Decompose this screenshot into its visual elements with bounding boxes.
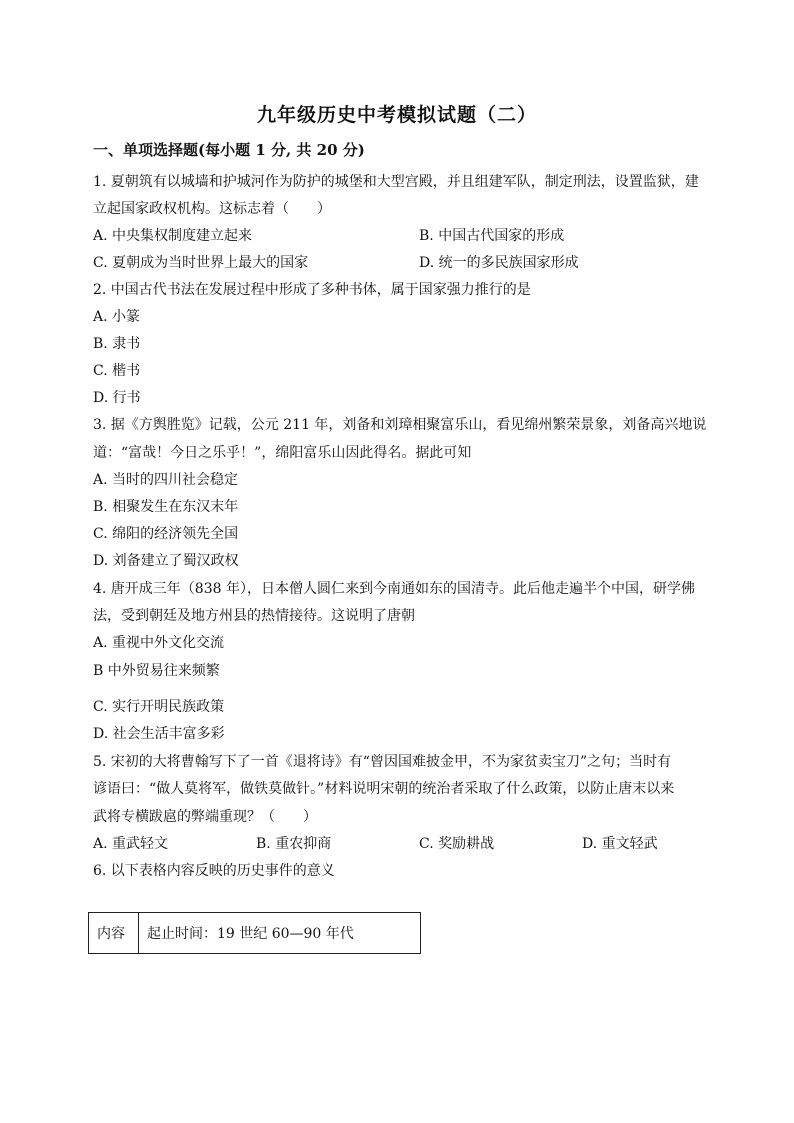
q1-option-c: C. 夏朝成为当时世界上最大的国家: [93, 255, 309, 271]
question-4-text-cont: 法，受到朝廷及地方州县的热情接待。这说明了唐朝: [93, 608, 415, 624]
question-2-text: 2. 中国古代书法在发展过程中形成了多种书体，属于国家强力推行的是: [93, 282, 531, 298]
q5-option-a: A. 重武轻文: [93, 836, 169, 852]
table-cell-value: 起止时间：19 世纪 60—90 年代: [139, 913, 421, 954]
section-heading: 一、单项选择题(每小题 1 分, 共 20 分): [93, 141, 365, 159]
q2-option-b: B. 隶书: [93, 336, 141, 352]
q1-option-b: B. 中国古代国家的形成: [419, 228, 565, 244]
question-4-text: 4. 唐开成三年（838 年），日本僧人圆仁来到今南通如东的国清寺。此后他走遍半个中国，研学佛: [93, 581, 695, 597]
q4-option-b: B 中外贸易往来频繁: [93, 663, 220, 679]
q5-option-b: B. 重农抑商: [256, 836, 332, 852]
q3-option-b: B. 相聚发生在东汉末年: [93, 499, 239, 515]
page-title: 九年级历史中考模拟试题（二）: [256, 104, 537, 126]
q1-option-a: A. 中央集权制度建立起来: [93, 228, 253, 244]
question-5-text: 5. 宋初的大将曹翰写下了一首《退将诗》有“曾因国难披金甲，不为家贫卖宝刀”之句；当时有: [93, 754, 672, 770]
q3-option-a: A. 当时的四川社会稳定: [93, 472, 239, 488]
q3-option-c: C. 绵阳的经济领先全国: [93, 526, 239, 542]
question-5-text-cont2: 武将专横跋扈的弊端重现？（ ）: [93, 809, 317, 825]
q2-option-d: D. 行书: [93, 390, 141, 406]
table-row: [89, 913, 421, 954]
q1-option-d: D. 统一的多民族国家形成: [419, 255, 579, 271]
q3-option-d: D. 刘备建立了蜀汉政权: [93, 553, 239, 569]
q5-option-d: D. 重文轻武: [582, 836, 658, 852]
question-6-text: 6. 以下表格内容反映的历史事件的意义: [93, 863, 335, 879]
question-1-text: 1. 夏朝筑有以城墙和护城河作为防护的城堡和大型宫殿，并且组建军队，制定刑法，设置监狱，建: [93, 174, 699, 190]
question-3-text-cont: 道：“富哉！今日之乐乎！”，绵阳富乐山因此得名。据此可知: [93, 445, 472, 461]
q2-option-a: A. 小篆: [93, 309, 141, 325]
question-3-text: 3. 据《方舆胜览》记载，公元 211 年，刘备和刘璋相聚富乐山，看见绵州繁荣景象，刘备高兴地说: [93, 417, 707, 433]
q4-option-a: A. 重视中外文化交流: [93, 635, 225, 651]
q2-option-c: C. 楷书: [93, 363, 141, 379]
q4-option-c: C. 实行开明民族政策: [93, 699, 225, 715]
q5-option-c: C. 奖励耕战: [419, 836, 495, 852]
question-5-text-cont: 谚语曰：“做人莫将军，做铁莫做针。”材料说明宋朝的统治者采取了什么政策，以防止唐末以来: [93, 781, 675, 797]
question-1-text-cont: 立起国家政权机构。这标志着（ ）: [93, 201, 331, 217]
question-6-table: [88, 912, 421, 954]
table-cell-label: 内容: [89, 913, 139, 954]
q4-option-d: D. 社会生活丰富多彩: [93, 726, 225, 742]
